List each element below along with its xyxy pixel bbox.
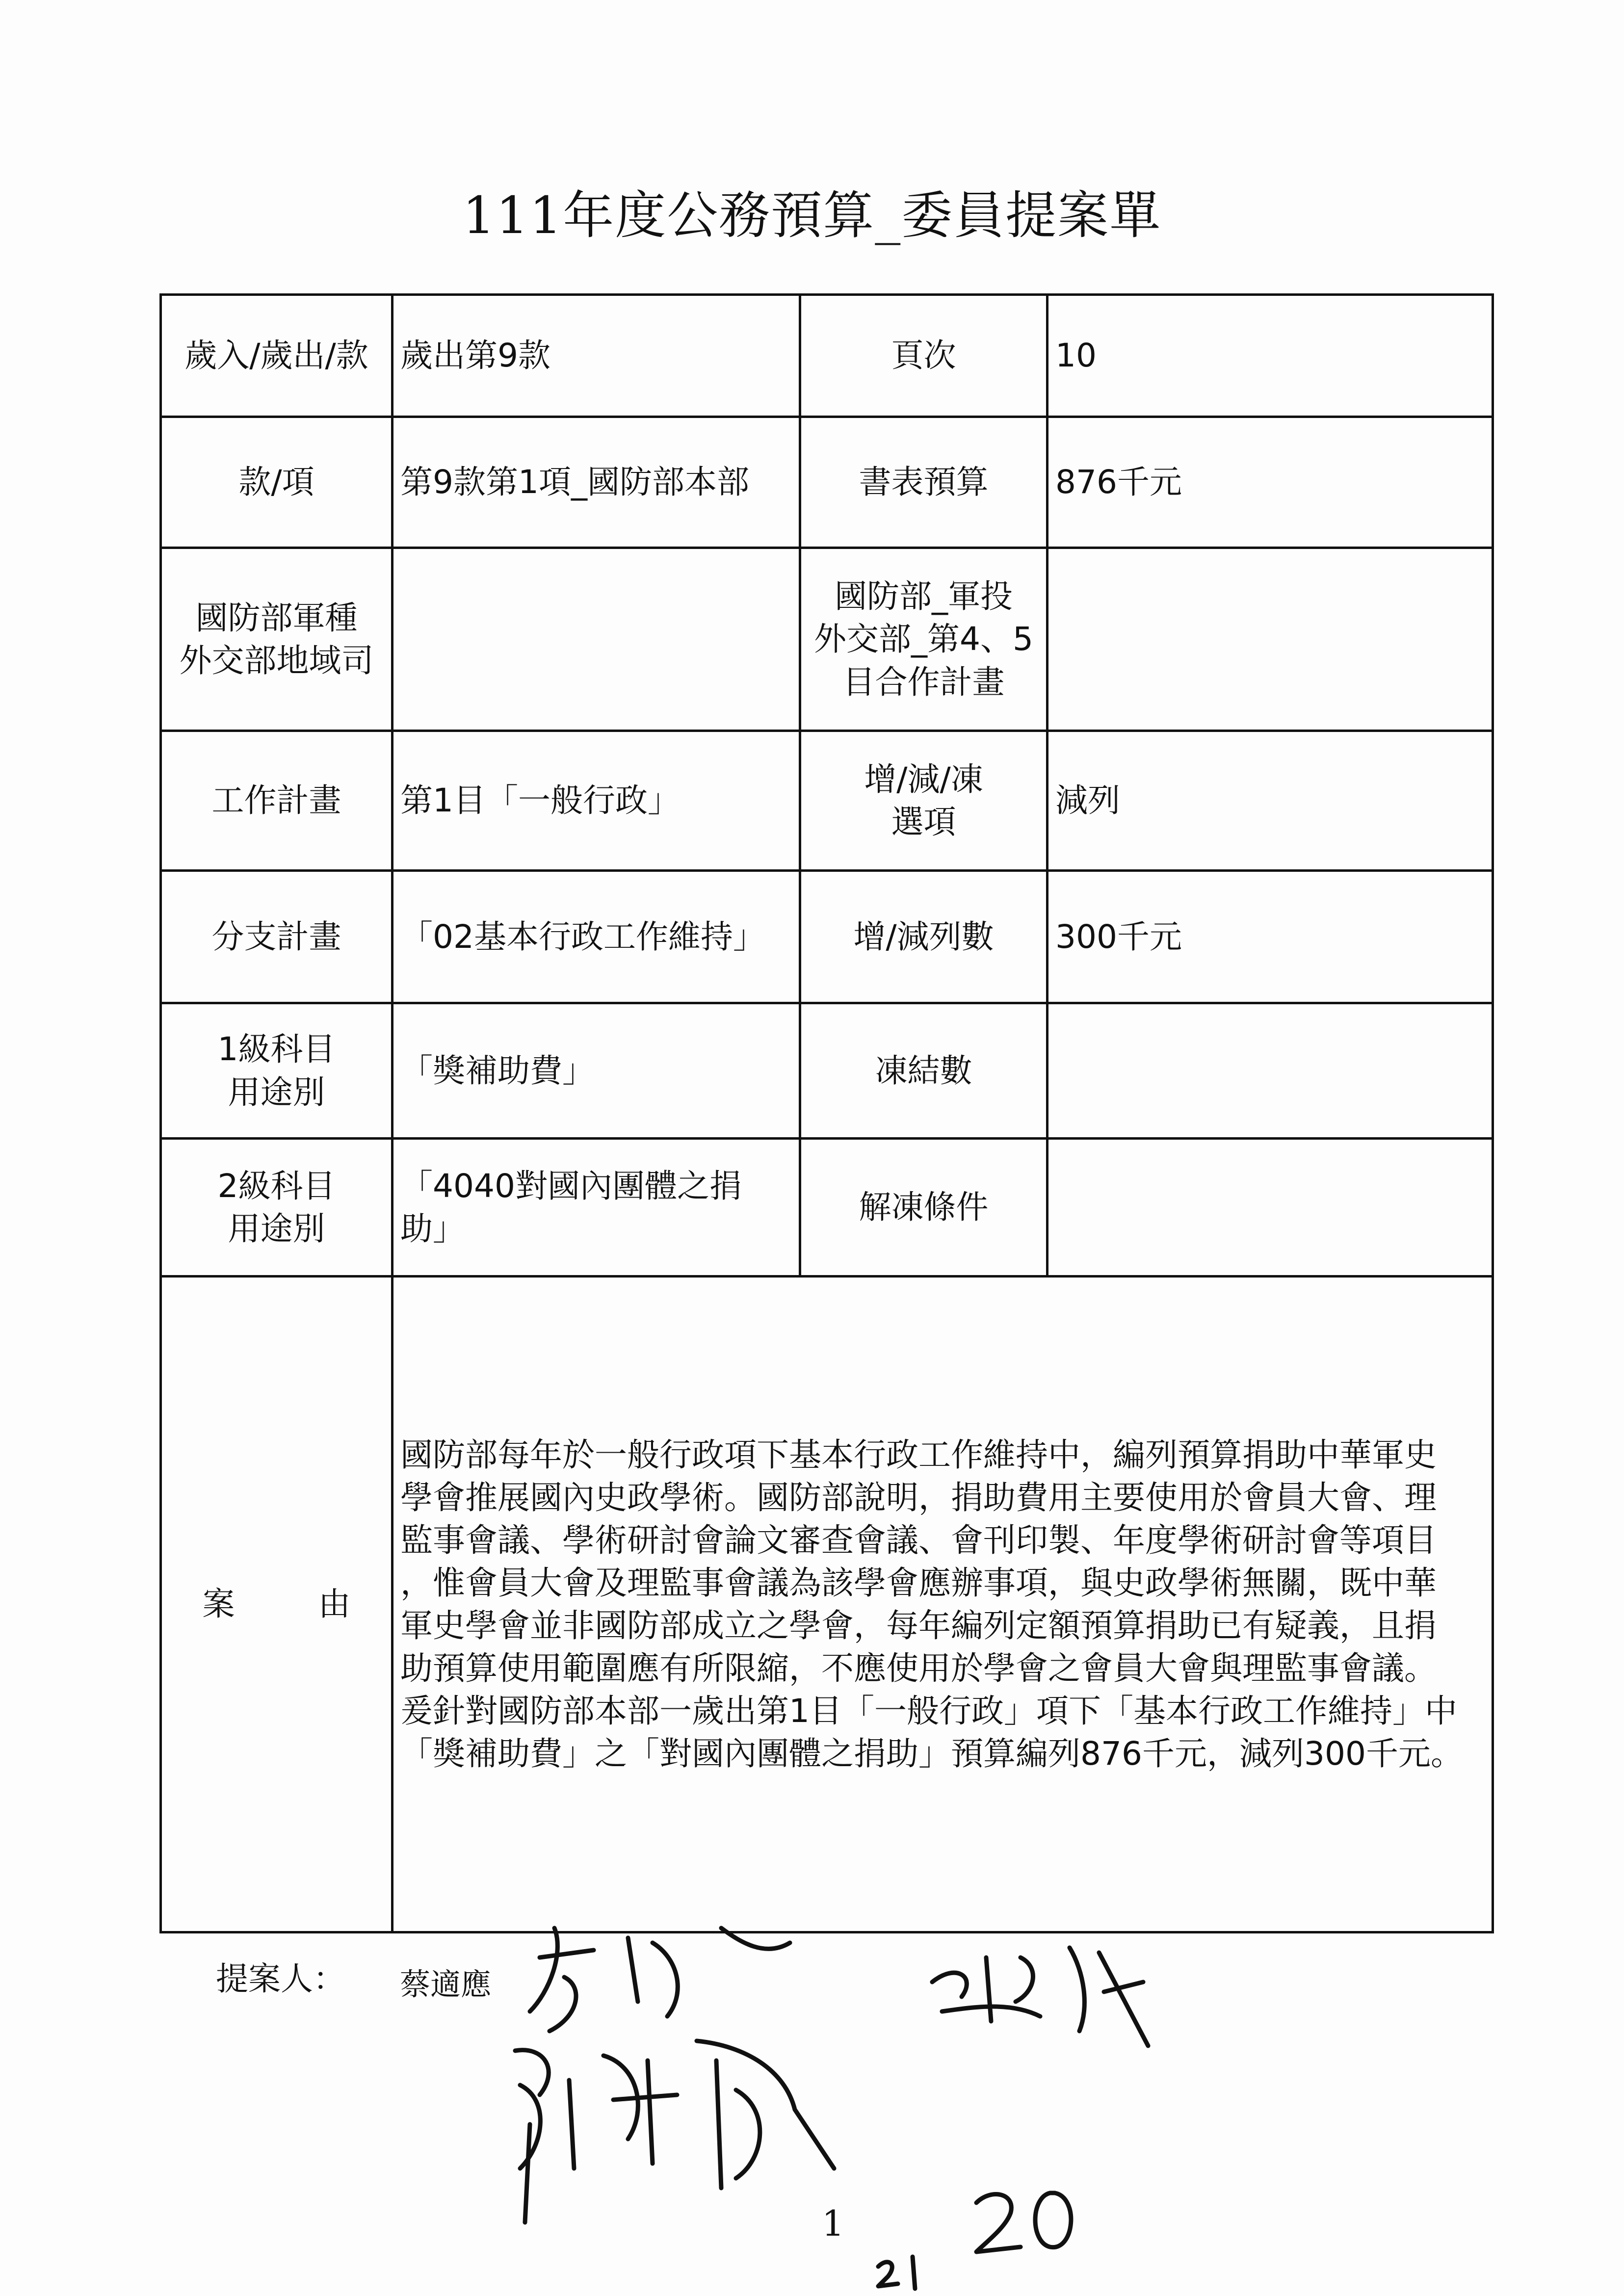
signature-3 (515, 2041, 834, 2222)
row-value: 減列 (1048, 731, 1493, 871)
row-value (1048, 548, 1493, 731)
row-label: 凍結數 (800, 1003, 1048, 1139)
form-row (161, 871, 1493, 1003)
form-row (161, 731, 1493, 871)
form-row (161, 1003, 1493, 1139)
row-label: 增/減/凍 選項 (800, 731, 1048, 871)
proposer-label: 提案人： (216, 1960, 345, 1998)
signature-2 (932, 1948, 1148, 2046)
form-row (161, 1139, 1493, 1277)
row-value: 876千元 (1048, 417, 1493, 548)
row-value: 「獎補助費」 (393, 1003, 800, 1139)
row-value: 「4040對國內團體之捐 助」 (393, 1139, 800, 1277)
reason-label-char: 由 (318, 1585, 351, 1623)
reason-label (161, 1277, 393, 1932)
row-label: 分支計畫 (161, 871, 393, 1003)
row-label: 2級科目 用途別 (161, 1139, 393, 1277)
row-label: 增/減列數 (800, 871, 1048, 1003)
row-label: 工作計畫 (161, 731, 393, 871)
row-value: 第1目「一般行政」 (393, 731, 800, 871)
reason-line: 學會推展國內史政學術。國防部說明，捐助費用主要使用於會員大會、理 (400, 1478, 1437, 1516)
handwritten-number-21 (878, 2257, 915, 2289)
handwritten-number-20 (976, 2193, 1071, 2252)
reason-line: ，惟會員大會及理監事會議為該學會應辦事項，與史政學術無關，既中華 (400, 1564, 1437, 1602)
row-value: 300千元 (1048, 871, 1493, 1003)
form-row (161, 295, 1493, 417)
form-row (161, 548, 1493, 731)
page-number: 1 (822, 2203, 844, 2244)
form-title: 111年度公務預算_委員提案單 (462, 185, 1162, 245)
row-label: 1級科目 用途別 (161, 1003, 393, 1139)
reason-row (161, 1277, 1493, 1932)
row-value (1048, 1003, 1493, 1139)
signature-1 (530, 1928, 790, 2031)
row-value: 歲出第9款 (393, 295, 800, 417)
reason-line: 爰針對國防部本部一歲出第1目「一般行政」項下「基本行政工作維持」中 (400, 1692, 1457, 1730)
reason-line: 軍史學會並非國防部成立之學會，每年編列定額預算捐助已有疑義，且捐 (400, 1607, 1437, 1644)
row-value (1048, 1139, 1493, 1277)
proposer-name: 蔡適應 (400, 1966, 492, 2002)
row-label: 解凍條件 (800, 1139, 1048, 1277)
reason-text (393, 1277, 1493, 1932)
row-value: 10 (1048, 295, 1493, 417)
row-label: 國防部軍種 外交部地域司 (161, 548, 393, 731)
reason-line: 國防部每年於一般行政項下基本行政工作維持中，編列預算捐助中華軍史 (400, 1435, 1437, 1474)
row-value (393, 548, 800, 731)
row-value: 「02基本行政工作維持」 (393, 871, 800, 1003)
row-label: 款/項 (161, 417, 393, 548)
reason-line: 監事會議、學術研討會論文審查會議、會刊印製、年度學術研討會等項目 (400, 1521, 1437, 1559)
row-value: 第9款第1項_國防部本部 (393, 417, 800, 548)
reason-label-char: 案 (202, 1585, 235, 1623)
form-row (161, 417, 1493, 548)
row-label: 國防部_軍投 外交部_第4、5 目合作計畫 (800, 548, 1048, 731)
proposal-form-table (159, 293, 1494, 1933)
row-label: 頁次 (800, 295, 1048, 417)
row-label: 歲入/歲出/款 (161, 295, 393, 417)
reason-line: 「獎補助費」之「對國內團體之捐助」預算編列876千元，減列300千元。 (400, 1735, 1463, 1773)
reason-line: 助預算使用範圍應有所限縮，不應使用於學會之會員大會與理監事會議。 (400, 1649, 1437, 1688)
row-label: 書表預算 (800, 417, 1048, 548)
